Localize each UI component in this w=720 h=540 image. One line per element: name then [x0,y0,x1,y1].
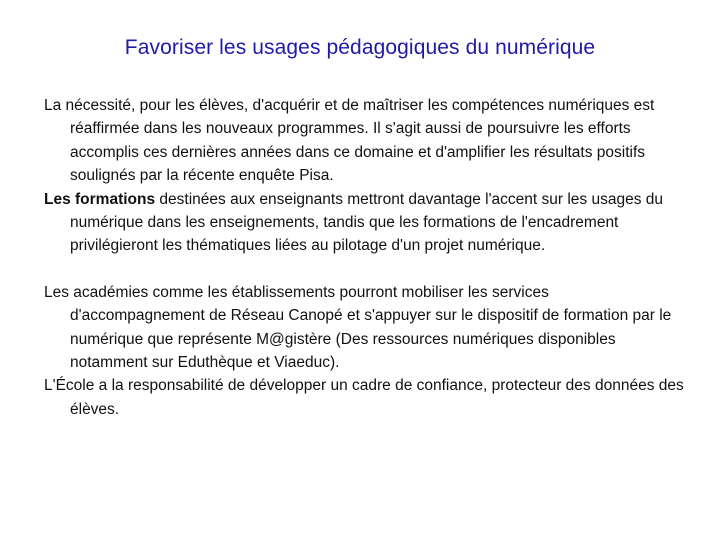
paragraph-academies: Les académies comme les établissements pourront mobiliser les services d'accompagnement de Réseau Canopé et s'appuyer sur le dispositif de formation par le numérique que représente M@gistère (Des ressources numériques disponibles notamment sur Eduthèque et Viaeduc). [44,283,672,372]
paragraph-formations-lead: Les formations [44,190,156,208]
paragraph-formations [44,188,684,258]
paragraph-confiance: L'École a la responsabilité de développer un cadre de confiance, protecteur des données des élèves. [44,377,684,418]
slide-title: Favoriser les usages pédagogiques du numérique [124,36,596,59]
slide-body [44,94,684,421]
paragraph-competences: La nécessité, pour les élèves, d'acquérir et de maîtriser les compétences numériques est réaffirmée dans les nouveaux programmes. Il s'agit aussi de poursuivre les efforts accomplis ces dernières années dans ce domaine et d'amplifier les résultats positifs soulignés par la récente enquête Pisa. [44,97,655,185]
paragraph-formations-text: destinées aux enseignants mettront davantage l'accent sur les usages du numérique dans les enseignements, tandis que les formations de l'encadrement privilégieront les thématiques liées au pilotage d'un projet numérique. [70,190,663,255]
